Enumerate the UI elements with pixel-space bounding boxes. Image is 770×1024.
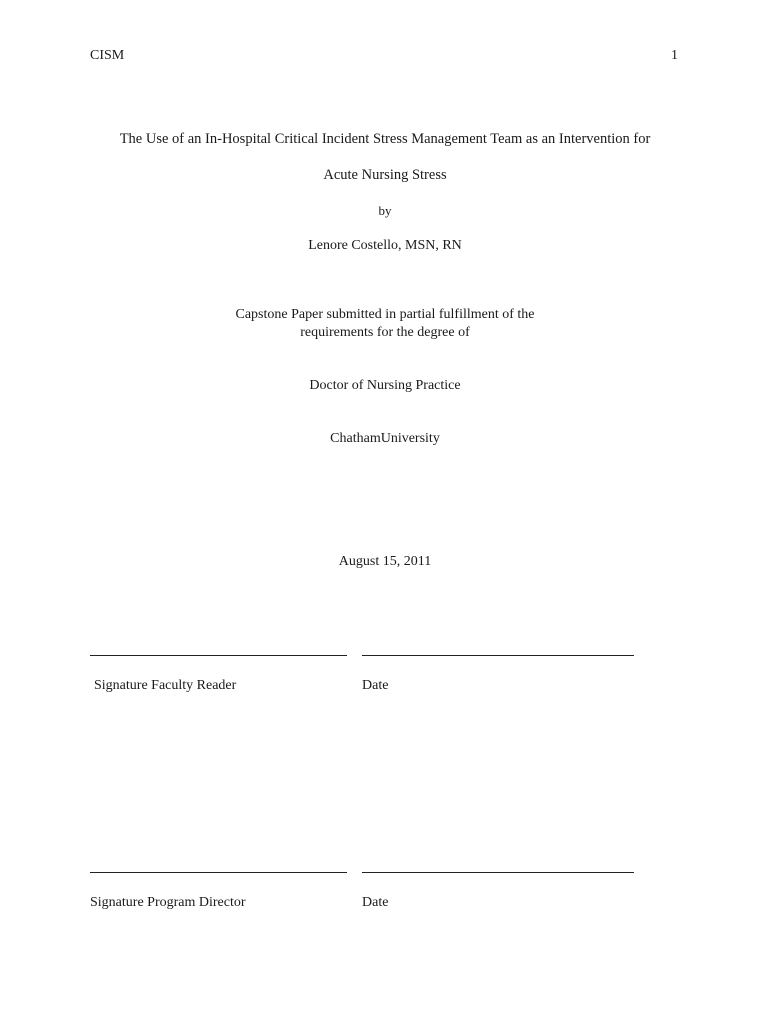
signature-label-faculty-reader: Signature Faculty Reader xyxy=(94,678,237,693)
title-line-1: The Use of an In-Hospital Critical Incident Stress Management Team as an Intervention for xyxy=(119,131,651,147)
by-label: by xyxy=(378,203,392,218)
date-label-program-director: Date xyxy=(362,895,389,910)
institution-name: ChathamUniversity xyxy=(330,431,440,446)
title-line-2: Acute Nursing Stress xyxy=(323,167,447,183)
running-head: CISM xyxy=(90,48,125,63)
signature-line-program-director xyxy=(90,872,347,873)
submission-line-2: requirements for the degree of xyxy=(300,325,470,340)
degree-name: Doctor of Nursing Practice xyxy=(309,378,461,393)
date-label-faculty-reader: Date xyxy=(362,678,389,693)
signature-label-program-director: Signature Program Director xyxy=(90,895,246,910)
submission-date: August 15, 2011 xyxy=(338,554,432,569)
author-name: Lenore Costello, MSN, RN xyxy=(308,238,462,253)
submission-line-1: Capstone Paper submitted in partial fulfillment of the xyxy=(235,307,535,322)
date-line-faculty-reader xyxy=(362,655,634,656)
page-number: 1 xyxy=(671,48,678,63)
date-line-program-director xyxy=(362,872,634,873)
signature-line-faculty-reader xyxy=(90,655,347,656)
